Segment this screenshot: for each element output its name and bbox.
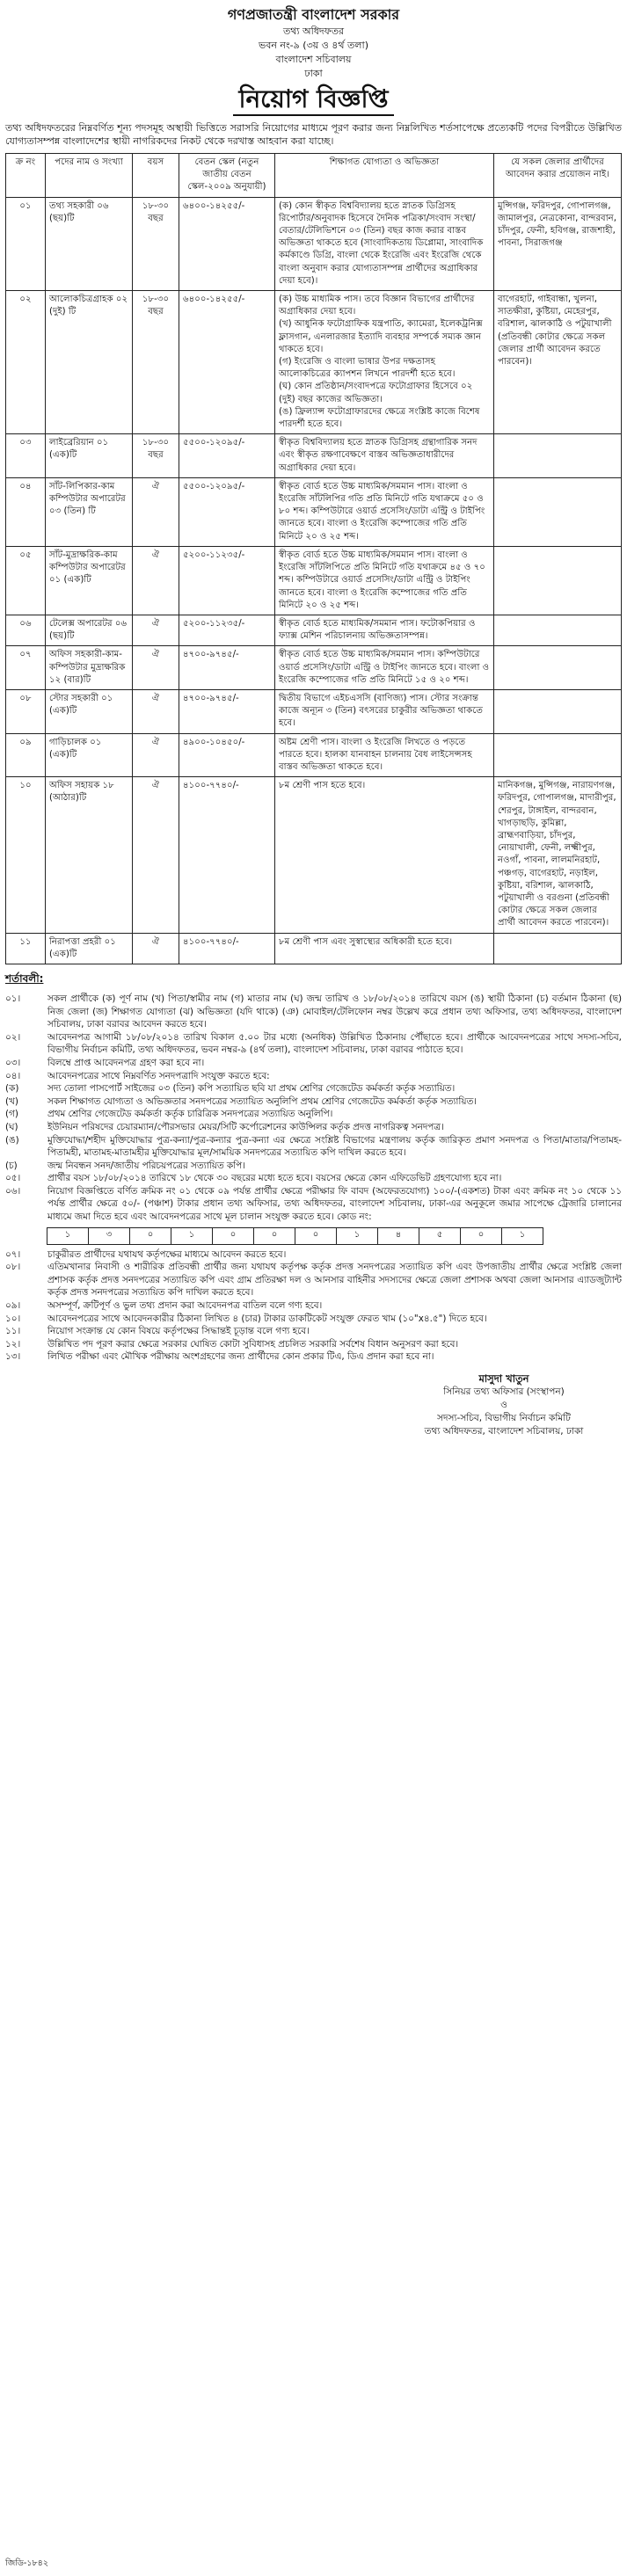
term-text: আবেদনপত্র আগামী ১৮/০৮/২০১৪ তারিখ বিকাল ৫.০০ টার মধ্যে (অনধিক) উল্লিখিত ঠিকানায় পৌঁছাতে হবে। প্রার্থীকে আবেদনপত্রের সাথে সদস্য-সচিব, বিভাগীয় নির্বাচন কমিটি, তথ্য অধিদফতর, ভবন নম্বর-৯ (৪র্থ তলা), বাংলাদেশ সচিবালয়, ঢাকা বরাবর পাঠাতে হবে। [47,1031,622,1056]
table-row [6,546,622,615]
term-text: প্রথম শ্রেণির গেজেটেড কর্মকর্তা কর্তৃক চারিত্রিক সনদপত্রের সত্যায়িত অনুলিপি। [47,1109,333,1120]
term-number: ০২। [5,1031,21,1043]
term-number: ১০। [5,1313,21,1324]
signatory-role: সদস্য-সচিব, বিভাগীয় নির্বাচন কমিটি [437,1413,571,1423]
term-text: সকল শিক্ষাগত যোগ্যতা ও অভিজ্ঞতার সনদপত্রের সত্যায়িত অনুলিপি প্রথম শ্রেণির গেজেটেড কর্মকর্তা কর্তৃক সত্যায়িত। [47,1095,477,1107]
row-scale: ৪১০০-৭৭৪০/- [179,933,275,964]
row-post: তথ্য সহকারী ০৬ (ছয়)টি [46,197,133,290]
table-row [6,733,622,777]
row-serial: ১১ [6,933,46,964]
secretariat-name: বাংলাদেশ সচিবালয় [275,54,352,65]
table-row [6,615,622,645]
row-post: স্টোর সহকারী ০১ (এক)টি [46,689,133,733]
code-box: ৫ [419,1227,461,1245]
row-age: ঐ [133,546,179,615]
government-name: গণপ্রজাতন্ত্রী বাংলাদেশ সরকার [227,6,400,23]
row-qualification [275,615,494,645]
row-excluded-districts [494,615,622,645]
row-post: অফিস সহকারী-কাম-কম্পিউটার মুদ্রাক্ষরিক ১২ (বার)টি [46,646,133,690]
term-text: নিয়োগ সংক্রান্ত যে কোন বিষয়ে কর্তৃপক্ষের সিদ্ধান্তই চূড়ান্ত বলে গণ্য হবে। [47,1326,310,1337]
table-row [6,689,622,733]
term-text: সদ্য তোলা পাসপোর্ট সাইজের ০৩ (তিন) কপি সত্যায়িত ছবি যা প্রথম শ্রেণির গেজেটেড কর্মকর্তা কর্তৃক সত্যায়িত। [47,1083,456,1095]
row-serial: ০৩ [6,434,46,478]
row-serial: ০১ [6,197,46,290]
term-item [5,1108,622,1121]
row-age: ঐ [133,477,179,546]
term-number: ০৩। [5,1057,21,1068]
row-qualification [275,477,494,546]
header [5,5,622,120]
row-age: ঐ [133,733,179,777]
term-text: বিলম্বে প্রাপ্ত আবেদনপত্র গ্রহণ করা হবে না। [47,1057,205,1068]
qualification-line: স্বীকৃত বোর্ড হতে উচ্চ মাধ্যমিক/সমমান পাস। বাংলা ও ইংরেজি সাঁটলিপির গতি প্রতি মিনিটে গতি যথাক্রমে ৫০ ও ৮০ শব্দ। কম্পিউটারে ওয়ার্ড প্রসেসিং/ডাটা এন্ট্রি ও টাইপিং জানতে হবে। বাংলা ও ইংরেজি কম্পোজের গতি প্রতি মিনিটে ২০ ও ২৫ শব্দ। [279,481,485,542]
code-box: ০ [253,1227,295,1245]
row-post: গাড়িচালক ০১ (এক)টি [46,733,133,777]
term-item [5,993,622,1031]
row-serial: ১০ [6,777,46,933]
row-post: সাঁট-মুদ্রাক্ষরিক-কাম কম্পিউটার অপারেটর ০১ (এক)টি [46,546,133,615]
qualification-line: (গ) ইংরেজি ও বাংলা ভাষার উপর দক্ষতাসহ আলোকচিত্রের ক্যাপশন লিখনে পারদর্শী হতে হবে। [279,357,456,380]
row-age: ঐ [133,689,179,733]
term-item [5,1057,622,1070]
term-item [5,1082,622,1095]
term-number: (ক) [5,1083,19,1095]
row-post: টেলেক্স অপারেটর ০৬ (ছয়)টি [46,615,133,645]
qualification-line: (খ) আধুনিক ফটোগ্রাফিক যন্ত্রপাতি, ক্যামেরা, ইলেকট্রনিক্স ফ্লাসগান, এনলারজার ইত্যাদি ব্যবহার সম্পর্কে সম্যক জ্ঞান থাকতে হবে। [279,319,483,354]
qualification-line: ৮ম শ্রেণী পাস হতে হবে। [279,781,366,791]
term-number: ০৬। [5,1185,21,1197]
building-address: ভবন নং-৯ (৩য় ও ৪র্থ তলা) [259,40,368,51]
term-number: ১৩। [5,1351,21,1363]
qualification-line: অষ্টম শ্রেণী পাস। বাংলা ও ইংরেজি লিখতে ও পড়তে পারতে হবে। হালকা যানবাহন চালনায় বৈধ লাইসেন্সসহ বাস্তব অভিজ্ঞতা থাকতে হবে। [279,737,472,772]
term-text: উল্লিখিত পদ পূরণ করার ক্ষেত্রে সরকার ঘোষিত কোটা সুবিধাসহ প্রচলিত সরকারি সর্বশেষ বিধান অনুসরণ করা হবে। [47,1338,459,1350]
qualification-line: স্বীকৃত বোর্ড হতে উচ্চ মাধ্যমিক/সমমান পাস। বাংলা ও ইংরেজি সাঁটলিপিতে প্রতি মিনিটে গতি যথাক্রমে ৪৫ ও ৭০ শব্দ। কম্পিউটারে ওয়ার্ড প্রসেসিং/ডাটা এন্ট্রি ও টাইপিং জানতে হবে। বাংলা ও ইংরেজি কম্পোজের গতি প্রতি মিনিটে ২০ ও ২৫ শব্দ। [279,549,485,610]
row-serial: ০৬ [6,615,46,645]
term-number: ০৫। [5,1173,21,1184]
term-item [5,1121,622,1134]
term-item [5,1248,622,1262]
table-row [6,291,622,434]
row-post: লাইব্রেরিয়ান ০১ (এক)টি [46,434,133,478]
row-qualification [275,733,494,777]
row-age: ঐ [133,777,179,933]
term-text: চাকুরীরত প্রার্থীদের যথাযথ কর্তৃপক্ষের মাধ্যমে আবেদন করতে হবে। [47,1248,287,1260]
table-row [6,646,622,690]
row-excluded-districts [494,646,622,690]
row-age: ১৮-৩০ বছর [133,197,179,290]
row-qualification [275,777,494,933]
term-number: (গ) [5,1109,18,1120]
qualification-line: ৮ম শ্রেণী পাস এবং সুস্বাস্থ্যের অধিকারী হতে হবে। [279,936,453,947]
terms-list [5,993,622,1364]
row-post: আলোকচিত্রগ্রাহক ০২ (দুই) টি [46,291,133,434]
row-serial: ০২ [6,291,46,434]
row-qualification [275,646,494,690]
term-number: ০৮। [5,1262,21,1273]
row-scale: ৬৪০০-১৪২৫৫/- [179,197,275,290]
qualification-line: স্বীকৃত বোর্ড হতে উচ্চ মাধ্যমিক/সমমান পাস। কম্পিউটারে ওয়ার্ড প্রসেসিং/ডাটা এন্ট্রি ও টাইপিং জানতে হবে। বাংলা ও ইংরেজি কম্পোজের গতি প্রতি মিনিটে ১৫ ও ২০ শব্দ। [279,650,490,685]
row-qualification [275,434,494,478]
row-serial: ০৫ [6,546,46,615]
footer-code: জিডি-১৮৪২ [5,2558,49,2568]
term-text: প্রার্থীর বয়স ১৮/০৮/২০১৪ তারিখে ১৮ থেকে ৩০ বছরের মধ্যে হতে হবে। বয়সের ক্ষেত্রে কোন এফিডেভিট গ্রহণযোগ্য হবে না। [47,1173,502,1184]
term-text: লিখিত পরীক্ষা এবং মৌখিক পরীক্ষায় অংশগ্রহণের জন্য প্রার্থীদের কোন প্রকার টিএ, ডিএ প্রদান করা হবে না। [47,1351,434,1363]
row-age: ১৮-৩০ বছর [133,291,179,434]
signatory-office: তথ্য অধিদফতর, বাংলাদেশ সচিবালয়, ঢাকা [424,1426,584,1437]
term-number: ০৪। [5,1070,21,1081]
row-scale: ৫৫০০-১২০৯৫/- [179,477,275,546]
row-age: ঐ [133,646,179,690]
term-number: ১২। [5,1338,21,1350]
term-number: (চ) [5,1160,18,1171]
term-item [5,1172,622,1185]
term-item [5,1313,622,1326]
qualification-line: (ক) উচ্চ মাধ্যমিক পাস। তবে বিজ্ঞান বিভাগের প্রার্থীদের অগ্রাধিকার দেয়া হবে। [279,295,475,317]
row-post: সাঁট-লিপিকার-কাম কম্পিউটার অপারেটর ০৩ (তিন) টি [46,477,133,546]
row-age: ঐ [133,615,179,645]
row-excluded-districts: বাগেরহাট, গাইবান্ধা, খুলনা, সাতক্ষীরা, কুষ্টিয়া, মেহেরপুর, বরিশাল, ঝালকাঠি ও পটুয়াখালী (প্রতিবন্ধী কোটার ক্ষেত্রে সকল জেলার প্রার্থী আবেদন করতে পারবেন)। [494,291,622,434]
city-name: ঢাকা [304,68,323,79]
code-box: ০ [460,1227,502,1245]
row-serial: ০৯ [6,733,46,777]
term-item [5,1338,622,1351]
term-number: ০৭। [5,1248,21,1260]
code-box: ১ [501,1227,543,1245]
table-row [6,197,622,290]
row-excluded-districts [494,933,622,964]
term-text: মুক্তিযোদ্ধা/শহীদ মুক্তিযোদ্ধার পুত্র-কন্যা/পুত্র-কন্যার পুত্র-কন্যা এর ক্ষেত্রে সংশ্লিষ্ট বিভাগের মন্ত্রণালয় কর্তৃক জারিকৃত প্রমাণ সনদপত্র ও পিতা/মাতার/পিতামহ-পিতামহী, মাতামহ-মাতামহীর মুক্তিযোদ্ধার মূল/সাময়িক সনদপত্রের সত্যায়িত কপি দাখিল করতে হবে। [47,1134,622,1159]
page-title: নিয়োগ বিজ্ঞপ্তি [233,84,393,116]
row-serial: ০৮ [6,689,46,733]
qualification-line: (ঙ) ফ্রিল্যান্স ফটোগ্রাফারদের ক্ষেত্রে সংশ্লিষ্ট কাজে বিশেষ পারদর্শী হতে হবে। [279,406,480,430]
row-excluded-districts [494,733,622,777]
department-name: তথ্য অধিদফতর [282,25,345,37]
term-item [5,1031,622,1057]
code-box: ৪ [377,1227,419,1245]
row-scale: ৪৯০০-১০৪৫০/- [179,733,275,777]
term-item [5,1261,622,1299]
term-item [5,1350,622,1364]
term-number: (ঘ) [5,1121,18,1132]
row-qualification [275,291,494,434]
row-qualification [275,689,494,733]
qualification-line: স্বীকৃত বিশ্ববিদ্যালয় হতে স্নাতক ডিগ্রিসহ গ্রন্থাগারিক সনদ এবং স্বীকৃত রক্ষণাবেক্ষণে বাস্তব অভিজ্ঞতাধারীদের অগ্রাধিকার দেয়া হবে। [279,438,478,473]
code-box: ১ [336,1227,378,1245]
term-item [5,1070,622,1083]
row-scale: ৬৪০০-১৪২৫৫/- [179,291,275,434]
row-scale: ৪১০০-৭৭৪০/- [179,777,275,933]
code-box: ৩ [88,1227,130,1245]
code-box: ০ [295,1227,337,1245]
qualification-line: দ্বিতীয় বিভাগে এইচএসসি (বাণিজ্য) পাস। স্টোর সংক্রান্ত কাজে অন্যূন ৩ (তিন) বৎসরের চাকুরীর অভিজ্ঞতা থাকতে হবে। [279,693,484,729]
row-qualification [275,933,494,964]
row-excluded-districts: মানিকগঞ্জ, মুন্সিগঞ্জ, নারায়ণগঞ্জ, ফরিদপুর, গোপালগঞ্জ, মাদারীপুর, শেরপুর, টাঙ্গাইল, বান্দরবান, খাগড়াছড়ি, কুমিল্লা, ব্রাহ্মণবাড়িয়া, চাঁদপুর, নোয়াখালী, ফেনী, লক্ষ্মীপুর, নওগাঁ, পাবনা, লালমনিরহাট, পঞ্চগড়, বাগেরহাট, নড়াইল, কুষ্টিয়া, বরিশাল, ঝালকাঠি, পটুয়াখালী ও বরগুনা (প্রতিবন্ধী কোটার ক্ষেত্রে সকল জেলার প্রার্থী আবেদন করতে পারবেন)। [494,777,622,933]
row-age: ১৮-৩০ বছর [133,434,179,478]
col-scale: বেতন স্কেল (নতুন জাতীয় বেতন স্কেল-২০০৯ অনুযায়ী) [179,154,275,198]
row-excluded-districts [494,689,622,733]
row-scale: ৫২০০-১১২৩৫/- [179,615,275,645]
table-row [6,777,622,933]
term-number: ১১। [5,1326,21,1337]
row-excluded-districts [494,477,622,546]
table-row [6,477,622,546]
term-text: নিয়োগ বিজ্ঞপ্তিতে বর্ণিত ক্রমিক নং ০১ থেকে ০৯ পর্যন্ত প্রার্থীর ক্ষেত্রে পরীক্ষার ফি বাবদ (অফেরতযোগ্য) ১০০/-(একশত) টাকা এবং ক্রমিক নং ১০ থেকে ১১ পর্যন্ত প্রার্থীর ক্ষেত্রে ৫০/- (পঞ্চাশ) টাকার প্রধান তথ্য অফিসার, তথ্য অধিদফতর, বাংলাদেশ সচিবালয়, ঢাকা-এর অনুকূলে জমার সাপেক্ষে ট্রেজারি চালানের মাধ্যমে জমা দিতে হবে এবং আবেদনপত্রের সাথে মূল চালান সংযুক্ত করতে হবে। কোড নং: [47,1185,622,1223]
row-post: নিরাপত্তা প্রহরী ০১ (এক)টি [46,933,133,964]
intro-paragraph: তথ্য অধিদফতরের নিম্নবর্ণিত শূন্য পদসমূহ অস্থায়ী ভিত্তিতে সরাসরি নিয়োগের মাধ্যমে পূরণ করার জন্য নিম্নলিখিত শর্তসাপেক্ষে প্রত্যেকটি পদের বিপরীতে উল্লিখিত যোগ্যতাসম্পন্ন বাংলাদেশের স্থায়ী নাগরিকদের নিকট থেকে দরখাস্ত আহবান করা যাচ্ছে। [5,122,622,147]
term-number: (খ) [5,1095,18,1107]
row-excluded-districts [494,546,622,615]
term-item [5,1185,622,1224]
code-box: ০ [129,1227,171,1245]
signature-block [398,1372,609,1438]
term-text: ইউনিয়ন পরিষদের চেয়ারম্যান/পৌরসভার মেয়র/সিটি কর্পোরেশনের কাউন্সিলর কর্তৃক প্রদত্ত নাগরিকত্ব সনদপত্র। [47,1121,444,1132]
row-serial: ০৪ [6,477,46,546]
signatory-designation: সিনিয়র তথ্য অফিসার (সংস্থাপন) [443,1386,565,1397]
code-box: ১ [171,1227,213,1245]
row-qualification [275,197,494,290]
qualification-line: (ক) কোন স্বীকৃত বিশ্ববিদ্যালয় হতে স্নাতক ডিগ্রিসহ রিপোর্টার/অনুবাদক হিসেবে দৈনিক পত্রিকা/সংবাদ সংস্থা/বেতার/টেলিভিশনে ০৩ (তিন) বছর কাজ করার বাস্তব অভিজ্ঞতা থাকতে হবে (সাংবাদিকতায় ডিপ্লোমা, সাংবাদিক কর্মকাণ্ডে ডিগ্রি, বাংলা থেকে ইংরেজি এবং ইংরেজি থেকে বাংলা অনুবাদ করার যোগ্যতাসম্পন্ন প্রার্থীদের অগ্রাধিকার দেয়া হবে)। [279,200,484,286]
table-header-row [6,154,622,198]
term-number: ০১। [5,993,21,1004]
row-excluded-districts: মুন্সিগঞ্জ, ফরিদপুর, গোপালগঞ্জ, জামালপুর, নেত্রকোনা, বান্দরবান, চাঁদপুর, ফেনী, হবিগঞ্জ, রাজশাহী, পাবনা, সিরাজগঞ্জ [494,197,622,290]
col-qualification: শিক্ষাগত যোগ্যতা ও অভিজ্ঞতা [275,154,494,198]
row-post: অফিস সহায়ক ১৮ (আঠার)টি [46,777,133,933]
vacancy-table [5,153,622,964]
row-scale: ৫৫০০-১২০৯৫/- [179,434,275,478]
term-text: এতিমখানার নিবাসী ও শারীরিক প্রতিবন্ধী প্রার্থীর জন্য যথাযথ কর্তৃপক্ষ কর্তৃক প্রদত্ত সনদপত্রের সত্যায়িত কপি এবং উপজাতীয় প্রার্থীর ক্ষেত্রে সংশ্লিষ্ট জেলা প্রশাসক কর্তৃক প্রদত্ত সনদপত্রের সত্যায়িত কপি এবং গ্রাম প্রতিরক্ষা দল ও আনসার বাহিনীর সদস্যদের ক্ষেত্রে জেলা প্রশাসক অথবা জেলা আনসার এ্যাডজুট্যান্ট কর্তৃক প্রদত্ত সনদপত্রের সত্যায়িত কপি দাখিল করতে হবে। [47,1262,622,1299]
row-age: ঐ [133,933,179,964]
term-number: ০৯। [5,1300,21,1312]
term-item [5,1095,622,1109]
code-box: ০ [212,1227,254,1245]
row-qualification [275,546,494,615]
qualification-line: স্বীকৃত বোর্ড হতে মাধ্যমিক/সমমান পাস। ফটোকপিয়ার ও ফ্যাক্স মেশিন পরিচালনায় অভিজ্ঞতাসম্পন্ন। [279,618,476,642]
term-text: জন্ম নিবন্ধন সনদ/জাতীয় পরিচয়পত্রের সত্যায়িত কপি। [47,1160,245,1171]
row-scale: ৫২০০-১১২৩৫/- [179,546,275,615]
row-serial: ০৭ [6,646,46,690]
col-excluded-districts: যে সকল জেলার প্রার্থীদের আবেদন করার প্রয়োজন নাই। [494,154,622,198]
term-item [5,1160,622,1173]
table-row [6,933,622,964]
code-box: ১ [47,1227,89,1245]
signatory-and: ও [500,1400,507,1410]
signatory-name: মাসুদা খাতুন [478,1372,529,1385]
term-item [5,1299,622,1313]
term-text: অসম্পূর্ণ, ক্রটিপূর্ণ ও ভুল তথ্য প্রদান করা আবেদনপত্র বাতিল বলে গণ্য হবে। [47,1300,323,1312]
term-text: আবেদনপত্রের সাথে নিম্নবর্ণিত সনদপত্রাদি সংযুক্ত করতে হবে: [47,1070,270,1081]
qualification-line: (ঘ) কোন প্রতিষ্ঠান/সংবাদপত্রে ফটোগ্রাফার হিসেবে ০২ (দুই) বছর কাজের অভিজ্ঞতা। [279,382,473,404]
col-serial: ক্র নং [6,154,46,198]
term-item [5,1134,622,1160]
col-age: বয়স [133,154,179,198]
table-row [6,434,622,478]
row-scale: ৪৭০০-৯৭৪৫/- [179,646,275,690]
col-post: পদের নাম ও সংখ্যা [46,154,133,198]
row-excluded-districts [494,434,622,478]
terms-heading: শর্তাবলী: [5,971,44,985]
treasury-code-boxes [47,1227,622,1245]
row-scale: ৪৭০০-৯৭৪৫/- [179,689,275,733]
term-text: আবেদনপত্রের সাথে আবেদনকারীর ঠিকানা লিখিত ৪ (চার) টাকার ডাকটিকেট সংযুক্ত ফেরত খাম (১০"x৪.৫") দিতে হবে। [47,1313,487,1324]
term-number: (ঙ) [5,1134,19,1146]
term-item [5,1325,622,1338]
term-text: সকল প্রার্থীকে (ক) পূর্ণ নাম (খ) পিতা/স্বামীর নাম (গ) মাতার নাম (ঘ) জন্ম তারিখ ও ১৮/০৮/২০১৪ তারিখে বয়স (ঙ) স্থায়ী ঠিকানা (চ) বর্তমান ঠিকানা (ছ) নিজ জেলা (জ) শিক্ষাগত যোগ্যতা (ঝ) অভিজ্ঞতা (যদি থাকে) (ঞ) মোবাইল/টেলিফোন নম্বর উল্লেখ করে প্রধান তথ্য অফিসার, তথ্য অধিদফতর, বাংলাদেশ সচিবালয়, ঢাকা বরাবর আবেদন করতে হবে। [47,993,622,1030]
